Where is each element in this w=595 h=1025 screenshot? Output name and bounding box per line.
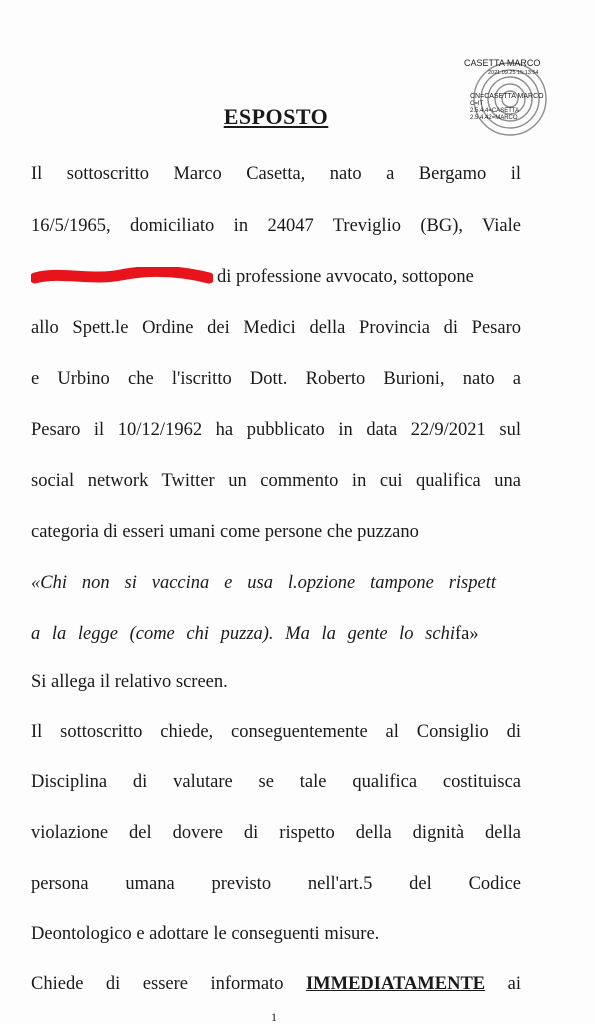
document-title: ESPOSTO <box>223 104 329 129</box>
redaction-mark <box>31 267 213 285</box>
quote-line-1: «Chi non si vaccina e usa l.opzione tampone rispett <box>31 573 496 593</box>
quote-line-2-roman: fa» <box>454 624 479 644</box>
page-number: 1 <box>271 1010 277 1024</box>
body-line-6: Pesaro il 10/12/1962 ha pubblicato in data 22/9/2021 sul <box>31 420 521 440</box>
quote-line-2-italic: a la legge (come chi puzza). Ma la gente lo schi <box>31 624 455 644</box>
body-line-3 <box>31 265 521 289</box>
body-line-1: Il sottoscritto Marco Casetta, nato a Bergamo il <box>31 164 521 184</box>
quote-line-2 <box>31 622 521 646</box>
body-line-9: Si allega il relativo screen. <box>31 672 228 692</box>
body-line-11: Disciplina di valutare se tale qualifica costituisca <box>31 772 521 792</box>
body-line-14: Deontologico e adottare le conseguenti misure. <box>31 924 380 944</box>
body-line-3-text: di professione avvocato, sottopone <box>217 267 474 287</box>
body-line-12: violazione del dovere di rispetto della dignità della <box>31 823 521 843</box>
body-line-7: social network Twitter un commento in cui qualifica una <box>31 471 521 491</box>
body-line-13: persona umana previsto nell'art.5 del Codice <box>31 874 521 894</box>
body-line-8: categoria di esseri umani come persone che puzzano <box>31 522 419 542</box>
body-line-15-end: ai <box>507 974 522 994</box>
emphasis-immediately: IMMEDIATAMENTE <box>305 974 486 994</box>
stamp-line-6: 2.5.4.42=MARCO <box>470 115 518 121</box>
body-line-4: allo Spett.le Ordine dei Medici della Provincia di Pesaro <box>31 318 521 338</box>
stamp-line-4: C=IT <box>470 101 484 107</box>
body-line-10: Il sottoscritto chiede, conseguentemente al Consiglio di <box>31 722 521 742</box>
stamp-line-1: CASETTA MARCO <box>464 58 541 68</box>
body-line-2: 16/5/1965, domiciliato in 24047 Treviglio (BG), Viale <box>31 216 521 236</box>
stamp-line-5: 2.5.4.4=CASETTA <box>470 108 520 114</box>
body-line-5: e Urbino che l'iscritto Dott. Roberto Burioni, nato a <box>31 369 521 389</box>
stamp-line-3: CN=CASETTA MARCO <box>470 93 544 100</box>
stamp-line-2: 2021.09.25 15:13:54 <box>488 70 539 76</box>
body-line-15-text: Chiede di essere informato <box>31 974 284 994</box>
body-line-15 <box>31 972 521 996</box>
